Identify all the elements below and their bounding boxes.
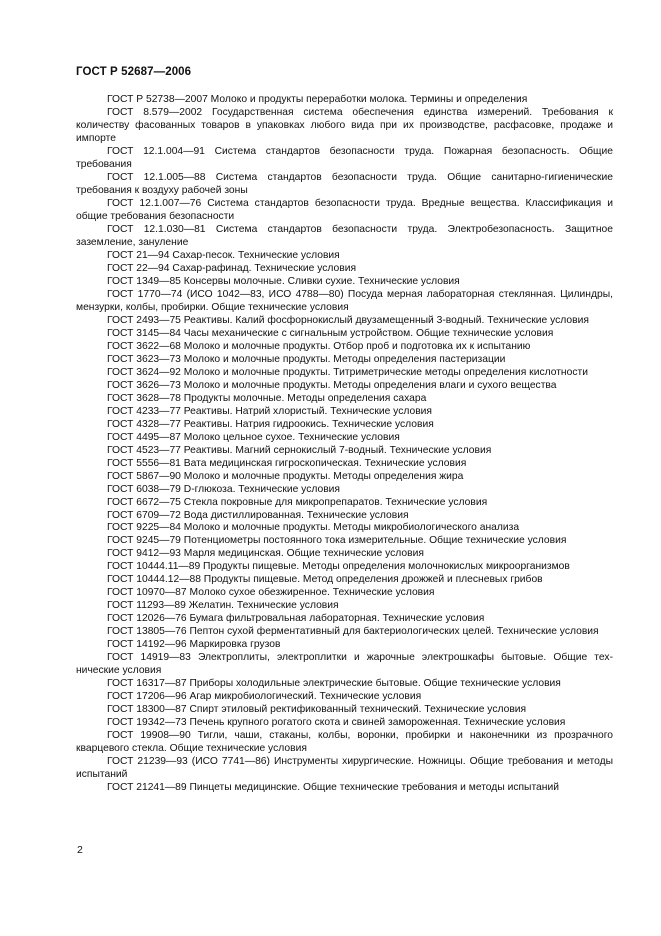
reference-entry: ГОСТ 4328—77 Реактивы. Натрия гидроокись. Технические условия <box>107 418 434 430</box>
reference-entry: ГОСТ 3624—92 Молоко и молочные продукты. Титриметрические методы определения кислотности <box>107 366 588 378</box>
reference-entry: ГОСТ 6709—72 Вода дистиллированная. Технические условия <box>107 509 409 521</box>
reference-entry: ГОСТ 4523—77 Реактивы. Магний сернокислый 7-водный. Технические условия <box>107 444 492 456</box>
reference-entry: ГОСТ 14192—96 Маркировка грузов <box>107 639 281 651</box>
reference-entry: ГОСТ Р 52738—2007 Молоко и продукты переработки молока. Термины и определения <box>107 94 528 105</box>
reference-entry: ГОСТ 22—94 Сахар-рафинад. Технические условия <box>107 262 357 274</box>
reference-entry: ГОСТ 3145—84 Часы механические с сигнальным устройством. Общие технические условия <box>107 327 554 339</box>
reference-entry: ГОСТ 8.579—2002 Государственная система обеспечения единства измерений. Требования к количеству фасованных товаров в упаковках любого вида при их производстве, расфасовке, продаже и импорте <box>76 106 613 144</box>
reference-entry: ГОСТ 10444.12—88 Продукты пищевые. Метод определения дрожжей и плесневых грибов <box>107 574 543 586</box>
reference-entry: ГОСТ 14919—83 Электроплиты, электроплитки и жарочные электрошкафы бытовые. Общие технические условия <box>76 652 613 677</box>
reference-entry: ГОСТ 6672—75 Стекла покровные для микропрепаратов. Технические условия <box>107 496 488 508</box>
reference-entry: ГОСТ 12.1.030—81 Система стандартов безопасности труда. Электробезопасность. Защитное заземление, зануление <box>76 223 613 248</box>
reference-entry: ГОСТ 10970—87 Молоко сухое обезжиренное. Технические условия <box>107 587 435 599</box>
reference-entry: ГОСТ 9245—79 Потенциометры постоянного тока измерительные. Общие технические условия <box>107 535 567 547</box>
reference-entry: ГОСТ 18300—87 Спирт этиловый ректификованный технический. Технические условия <box>107 704 527 716</box>
reference-entry: ГОСТ 21239—93 (ИСО 7741—86) Инструменты хирургические. Ножницы. Общие требования и методы испытаний <box>76 756 613 781</box>
reference-entry: ГОСТ 3622—68 Молоко и молочные продукты. Отбор проб и подготовка их к испытанию <box>107 340 531 352</box>
reference-entry: ГОСТ 4233—77 Реактивы. Натрий хлористый. Технические условия <box>107 405 432 417</box>
reference-entry: ГОСТ 10444.11—89 Продукты пищевые. Методы определения молочнокислых микроорганизмов <box>107 561 570 573</box>
document-header-title: ГОСТ Р 52687—2006 <box>76 66 192 78</box>
reference-entry: ГОСТ 13805—76 Пептон сухой ферментативный для бактериологических целей. Технические условия <box>107 626 599 638</box>
reference-entry: ГОСТ 12.1.007—76 Система стандартов безопасности труда. Вредные вещества. Классификация и общие требования безопасности <box>76 197 613 222</box>
reference-entry: ГОСТ 9225—84 Молоко и молочные продукты. Методы микробиологического анализа <box>107 522 520 534</box>
reference-entry: ГОСТ 11293—89 Желатин. Технические условия <box>107 600 339 612</box>
reference-entry: ГОСТ 1349—85 Консервы молочные. Сливки сухие. Технические условия <box>107 275 460 287</box>
reference-entry: ГОСТ 5556—81 Вата медицинская гигроскопическая. Технические условия <box>107 457 467 469</box>
reference-entry: ГОСТ 1770—74 (ИСО 1042—83, ИСО 4788—80) Посуда мерная лабораторная стеклянная. Цилиндры, мензурки, колбы, пробирки. Общие технические условия <box>76 288 613 313</box>
reference-entry: ГОСТ 4495—87 Молоко цельное сухое. Технические условия <box>107 431 400 443</box>
reference-entry: ГОСТ 5867—90 Молоко и молочные продукты. Методы определения жира <box>107 470 464 482</box>
normative-references-list <box>76 94 613 795</box>
reference-entry: ГОСТ 12026—76 Бумага фильтровальная лабораторная. Технические условия <box>107 613 485 625</box>
reference-entry: ГОСТ 16317—87 Приборы холодильные электрические бытовые. Общие технические условия <box>107 678 561 690</box>
page-number: 2 <box>77 844 83 856</box>
reference-entry: ГОСТ 12.1.005—88 Система стандартов безопасности труда. Общие санитарно-гигиенические требования к воздуху рабочей зоны <box>76 171 613 196</box>
reference-entry: ГОСТ 6038—79 D-глюкоза. Технические условия <box>107 483 341 495</box>
reference-entry: ГОСТ 21—94 Сахар-песок. Технические условия <box>107 249 340 261</box>
reference-entry: ГОСТ 17206—96 Агар микробиологический. Технические условия <box>107 691 422 703</box>
reference-entry: ГОСТ 3623—73 Молоко и молочные продукты. Методы определения пастеризации <box>107 353 506 365</box>
reference-entry: ГОСТ 3628—78 Продукты молочные. Методы определения сахара <box>107 392 427 404</box>
reference-entry: ГОСТ 2493—75 Реактивы. Калий фосфорнокислый двузамещенный 3-водный. Технические условия <box>107 314 589 326</box>
reference-entry: ГОСТ 3626—73 Молоко и молочные продукты. Методы определения влаги и сухого вещества <box>107 379 557 391</box>
reference-entry: ГОСТ 21241—89 Пинцеты медицинские. Общие технические требования и методы испытаний <box>107 782 559 794</box>
reference-entry: ГОСТ 19908—90 Тигли, чаши, стаканы, колбы, воронки, пробирки и наконечники из прозрачного кварцевого стекла. Общие технические условия <box>76 730 613 755</box>
reference-entry: ГОСТ 19342—73 Печень крупного рогатого скота и свиней замороженная. Технические условия <box>107 717 566 729</box>
reference-entry: ГОСТ 9412—93 Марля медицинская. Общие технические условия <box>107 548 424 560</box>
reference-entry: ГОСТ 12.1.004—91 Система стандартов безопасности труда. Пожарная безопасность. Общие требования <box>76 145 613 170</box>
